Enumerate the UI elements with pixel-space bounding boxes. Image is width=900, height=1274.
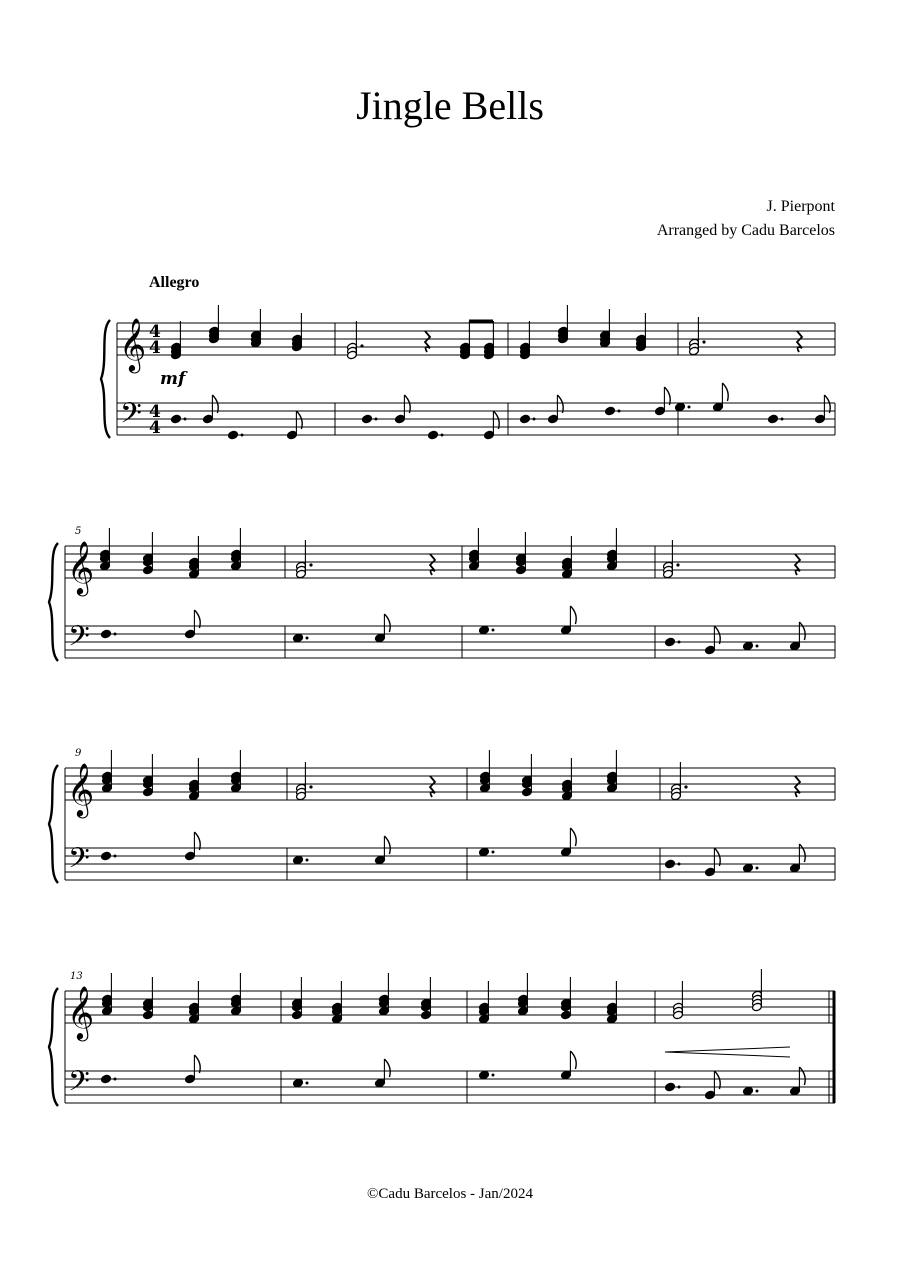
dynamic-marking: mf	[160, 369, 186, 389]
notehead	[562, 569, 573, 579]
dot	[306, 637, 309, 640]
notehead	[479, 1014, 490, 1024]
notehead	[665, 1082, 676, 1092]
dot	[309, 785, 312, 788]
dot	[533, 418, 536, 421]
notehead	[143, 565, 154, 575]
note-flag	[824, 395, 830, 413]
notehead	[705, 1090, 716, 1100]
note-flag	[212, 395, 218, 413]
note-flag	[296, 411, 302, 429]
notehead	[102, 1006, 113, 1016]
note-flag	[570, 1051, 576, 1069]
notehead	[287, 430, 298, 440]
notehead	[100, 561, 111, 571]
quarter-rest-icon	[430, 776, 435, 797]
dot	[676, 563, 679, 566]
notehead	[743, 641, 754, 651]
notehead	[469, 561, 480, 571]
notehead	[428, 430, 439, 440]
notehead	[375, 1078, 386, 1088]
notehead	[362, 414, 373, 424]
measure-number: 9	[75, 748, 82, 759]
notehead	[231, 783, 242, 793]
brace-icon	[101, 320, 110, 438]
notehead	[605, 406, 616, 416]
dot	[241, 434, 244, 437]
dot	[375, 418, 378, 421]
note-flag	[799, 1067, 805, 1085]
notehead	[101, 629, 112, 639]
note-flag	[194, 1055, 200, 1073]
quarter-rest-icon	[425, 331, 430, 352]
notehead	[293, 633, 304, 643]
notehead	[292, 1010, 303, 1020]
dot	[756, 645, 759, 648]
note-flag	[384, 836, 390, 854]
notehead	[293, 855, 304, 865]
note-flag	[384, 614, 390, 632]
notehead	[375, 633, 386, 643]
notehead	[231, 561, 242, 571]
notehead	[705, 645, 716, 655]
note-flag	[404, 395, 410, 413]
note-flag	[714, 626, 720, 644]
note-flag	[722, 383, 728, 401]
notehead	[189, 1014, 200, 1024]
notehead	[228, 430, 239, 440]
dot	[678, 863, 681, 866]
measure-number: 13	[70, 971, 83, 982]
notehead	[143, 787, 154, 797]
dot	[678, 1086, 681, 1089]
time-sig-bottom: 4	[149, 418, 161, 438]
dot	[684, 785, 687, 788]
treble-staff	[65, 991, 835, 1023]
note-flag	[714, 1071, 720, 1089]
notehead	[518, 1006, 529, 1016]
notehead	[101, 1074, 112, 1084]
dot	[114, 855, 117, 858]
bass-clef-icon: 𝄢	[120, 397, 142, 437]
treble-clef-icon: 𝄞	[67, 540, 95, 594]
notehead	[743, 863, 754, 873]
notehead	[768, 414, 779, 424]
note-flag	[384, 1059, 390, 1077]
notehead	[665, 859, 676, 869]
dot	[492, 629, 495, 632]
tempo-marking: Allegro	[149, 274, 200, 291]
treble-staff	[65, 768, 835, 800]
notehead	[743, 1086, 754, 1096]
composer-name: J. Pierpont	[766, 198, 835, 215]
notehead	[607, 783, 618, 793]
note-flag	[194, 832, 200, 850]
dot	[492, 851, 495, 854]
notehead	[421, 1010, 432, 1020]
notehead	[189, 791, 200, 801]
notehead	[480, 783, 491, 793]
notehead	[484, 430, 495, 440]
note-flag	[714, 848, 720, 866]
time-sig-top: 4	[149, 402, 161, 422]
dot	[441, 434, 444, 437]
notehead	[189, 569, 200, 579]
notehead	[203, 414, 214, 424]
note-flag	[570, 828, 576, 846]
notehead	[607, 561, 618, 571]
time-sig-top: 4	[149, 322, 161, 342]
dot	[306, 1082, 309, 1085]
notehead	[479, 1070, 490, 1080]
notes-layer	[100, 305, 831, 1100]
score-title: Jingle Bells	[356, 83, 544, 128]
dot	[114, 633, 117, 636]
bass-clef-icon: 𝄢	[68, 620, 90, 660]
copyright-footer: ©Cadu Barcelos - Jan/2024	[367, 1186, 533, 1202]
treble-clef-icon: 𝄞	[67, 762, 95, 816]
notehead	[713, 402, 724, 412]
notehead	[815, 414, 826, 424]
treble-staff	[65, 546, 835, 578]
notehead	[561, 847, 572, 857]
notehead	[561, 1070, 572, 1080]
quarter-rest-icon	[430, 554, 435, 575]
notehead	[185, 851, 196, 861]
dot	[184, 418, 187, 421]
notehead	[231, 1006, 242, 1016]
treble-clef-icon: 𝄞	[67, 985, 95, 1039]
dot	[781, 418, 784, 421]
notehead	[516, 565, 527, 575]
bass-staff	[117, 403, 835, 435]
notehead	[665, 637, 676, 647]
note-flag	[194, 610, 200, 628]
notehead	[790, 641, 801, 651]
notehead	[790, 863, 801, 873]
dot	[756, 867, 759, 870]
note-flag	[799, 844, 805, 862]
notehead	[520, 414, 531, 424]
notehead	[705, 867, 716, 877]
note-flag	[570, 606, 576, 624]
notehead	[102, 783, 113, 793]
notehead	[522, 787, 533, 797]
treble-clef-icon: 𝄞	[119, 317, 147, 371]
treble-staff	[117, 323, 835, 355]
notehead	[395, 414, 406, 424]
note-flag	[557, 395, 563, 413]
notehead	[293, 1078, 304, 1088]
notehead	[790, 1086, 801, 1096]
note-flag	[799, 622, 805, 640]
quarter-rest-icon	[797, 331, 802, 352]
dot	[360, 344, 363, 347]
time-sig-bottom: 4	[149, 338, 161, 358]
notehead	[375, 855, 386, 865]
notehead	[143, 1010, 154, 1020]
notehead	[562, 791, 573, 801]
quarter-rest-icon	[795, 776, 800, 797]
notehead	[655, 406, 666, 416]
dot	[114, 1078, 117, 1081]
note-flag	[664, 387, 670, 405]
bass-clef-icon: 𝄢	[68, 1065, 90, 1105]
notehead	[185, 629, 196, 639]
notehead	[101, 851, 112, 861]
notehead	[561, 625, 572, 635]
crescendo-hairpin	[665, 1047, 790, 1057]
notehead	[607, 1014, 618, 1024]
notehead	[479, 847, 490, 857]
dot	[688, 406, 691, 409]
notehead	[185, 1074, 196, 1084]
arranger-credit: Arranged by Cadu Barcelos	[656, 222, 835, 239]
dot	[756, 1090, 759, 1093]
quarter-rest-icon	[795, 554, 800, 575]
measure-number: 5	[75, 526, 82, 537]
bass-clef-icon: 𝄢	[68, 842, 90, 882]
brace-icon	[49, 988, 58, 1106]
dot	[618, 410, 621, 413]
notehead	[171, 414, 182, 424]
dot	[678, 641, 681, 644]
notehead	[675, 402, 686, 412]
note-flag	[493, 411, 499, 429]
notehead	[379, 1006, 390, 1016]
notehead	[561, 1010, 572, 1020]
dot	[309, 563, 312, 566]
system-1	[117, 323, 835, 435]
brace-icon	[49, 543, 58, 661]
dot	[306, 859, 309, 862]
notehead	[332, 1014, 343, 1024]
dot	[702, 340, 705, 343]
dot	[492, 1074, 495, 1077]
notehead	[479, 625, 490, 635]
notehead	[548, 414, 559, 424]
brace-icon	[49, 765, 58, 883]
